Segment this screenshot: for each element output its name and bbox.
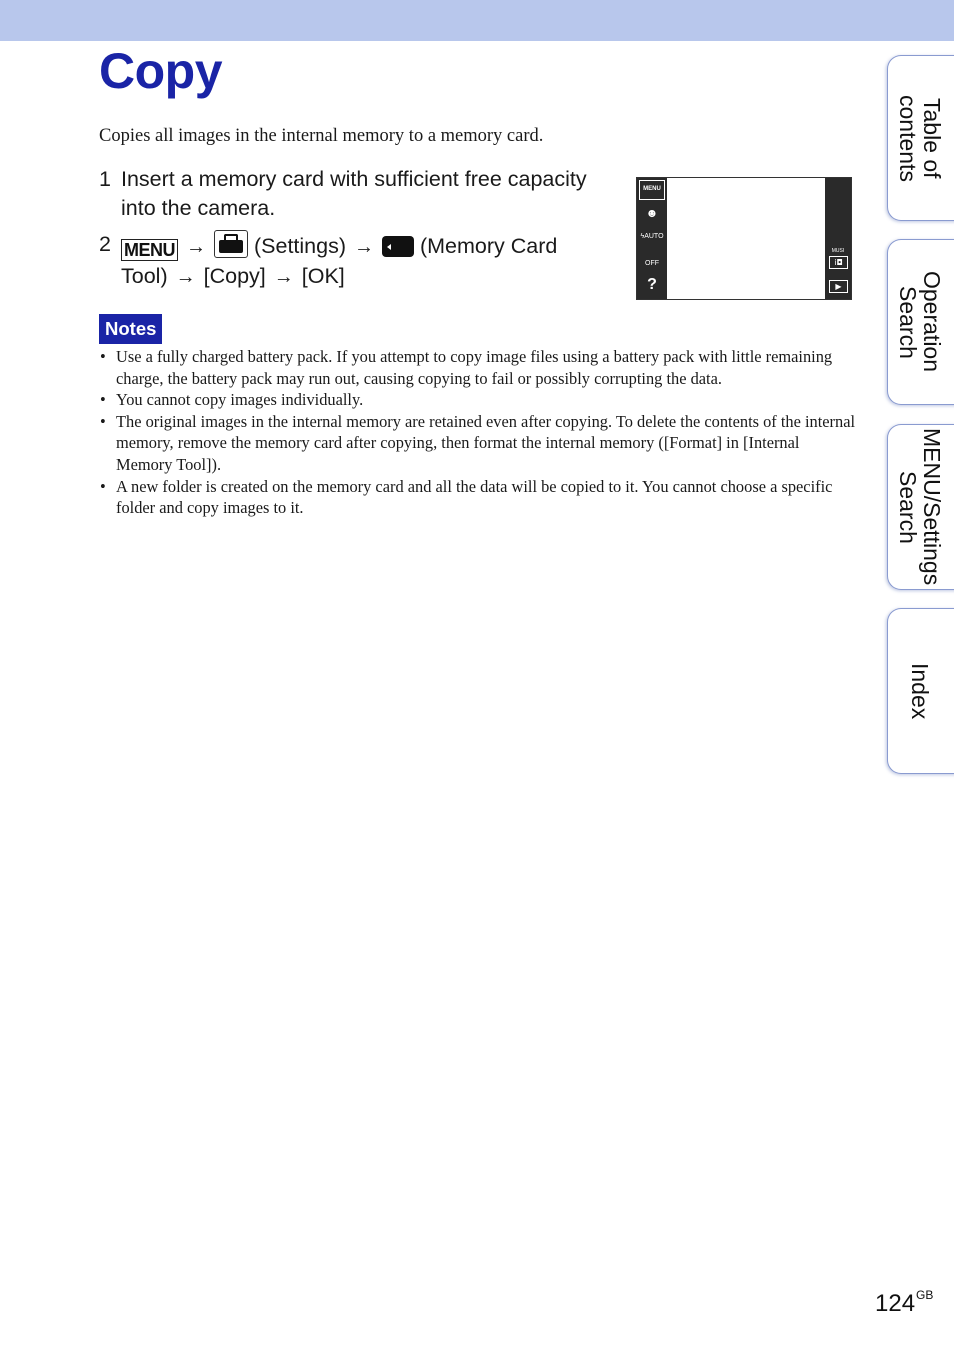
camera-right-panel bbox=[825, 178, 851, 299]
ok-label: [OK] bbox=[301, 264, 345, 288]
header-bar bbox=[0, 0, 954, 41]
tab-label: Operation Search bbox=[895, 271, 945, 373]
help-icon: ? bbox=[647, 276, 657, 293]
page-number-suffix: GB bbox=[916, 1288, 934, 1302]
copy-label: [Copy] bbox=[203, 264, 266, 288]
step-1 bbox=[99, 165, 619, 225]
toolbox-icon bbox=[214, 230, 248, 258]
notes-list bbox=[99, 346, 859, 519]
arrow-icon: → bbox=[273, 266, 294, 288]
step-text-line: Insert a memory card with sufficient free capacity bbox=[121, 167, 587, 191]
note-item: • Use a fully charged battery pack. If you attempt to copy image files using a battery pack with little remaining charge, the battery pack may run out, causing copying to fail or possibly corrupting the data. bbox=[99, 346, 859, 389]
step-2 bbox=[99, 230, 619, 290]
memory-card-icon bbox=[382, 236, 414, 257]
scene-mode-label: MUSI bbox=[831, 248, 845, 254]
memory-card-tool-label: (Memory Card bbox=[419, 234, 558, 258]
page-number-value: 124 bbox=[875, 1290, 916, 1317]
intelligent-auto-icon: i◘ bbox=[829, 256, 848, 269]
settings-label: (Settings) bbox=[253, 234, 346, 258]
tab-label: Table of contents bbox=[895, 94, 945, 182]
camera-menu-icon: MENU bbox=[639, 180, 665, 200]
tab-menu-settings-search[interactable] bbox=[887, 424, 954, 590]
tool-label: Tool) bbox=[121, 264, 168, 288]
tab-label: Index bbox=[907, 662, 933, 720]
camera-screen-illustration bbox=[636, 177, 852, 300]
arrow-icon: → bbox=[354, 236, 374, 258]
tab-index[interactable] bbox=[887, 608, 954, 774]
self-timer-off-icon: OFF bbox=[645, 260, 659, 267]
tab-label: MENU/Settings Search bbox=[895, 428, 945, 586]
menu-button-icon: MENU bbox=[121, 239, 178, 261]
page-title: Copy bbox=[99, 43, 222, 99]
page-number bbox=[875, 1288, 933, 1318]
camera-left-panel bbox=[637, 178, 667, 299]
arrow-icon: → bbox=[186, 236, 206, 258]
notes-badge: Notes bbox=[99, 314, 162, 344]
tab-operation-search[interactable] bbox=[887, 239, 954, 405]
step-text-line: into the camera. bbox=[121, 196, 276, 220]
flash-auto-icon: ϟAUTO bbox=[640, 233, 664, 240]
note-item: • The original images in the internal memory are retained even after copying. To delete the contents of the internal memory, remove the memory card after copying, then format the internal memory ([Format] in [Internal Memory Tool]). bbox=[99, 411, 859, 476]
smile-shutter-icon: ☻ bbox=[645, 206, 659, 220]
step-number: 1 bbox=[99, 167, 111, 191]
arrow-icon: → bbox=[175, 266, 196, 288]
step-number: 2 bbox=[99, 232, 111, 256]
intro-text: Copies all images in the internal memory to a memory card. bbox=[99, 126, 544, 146]
playback-icon: ▶ bbox=[829, 280, 848, 293]
tab-table-of-contents[interactable] bbox=[887, 55, 954, 221]
note-item: • You cannot copy images individually. bbox=[99, 389, 859, 411]
note-item: • A new folder is created on the memory card and all the data will be copied to it. You cannot choose a specific folder and copy images to it. bbox=[99, 476, 859, 519]
